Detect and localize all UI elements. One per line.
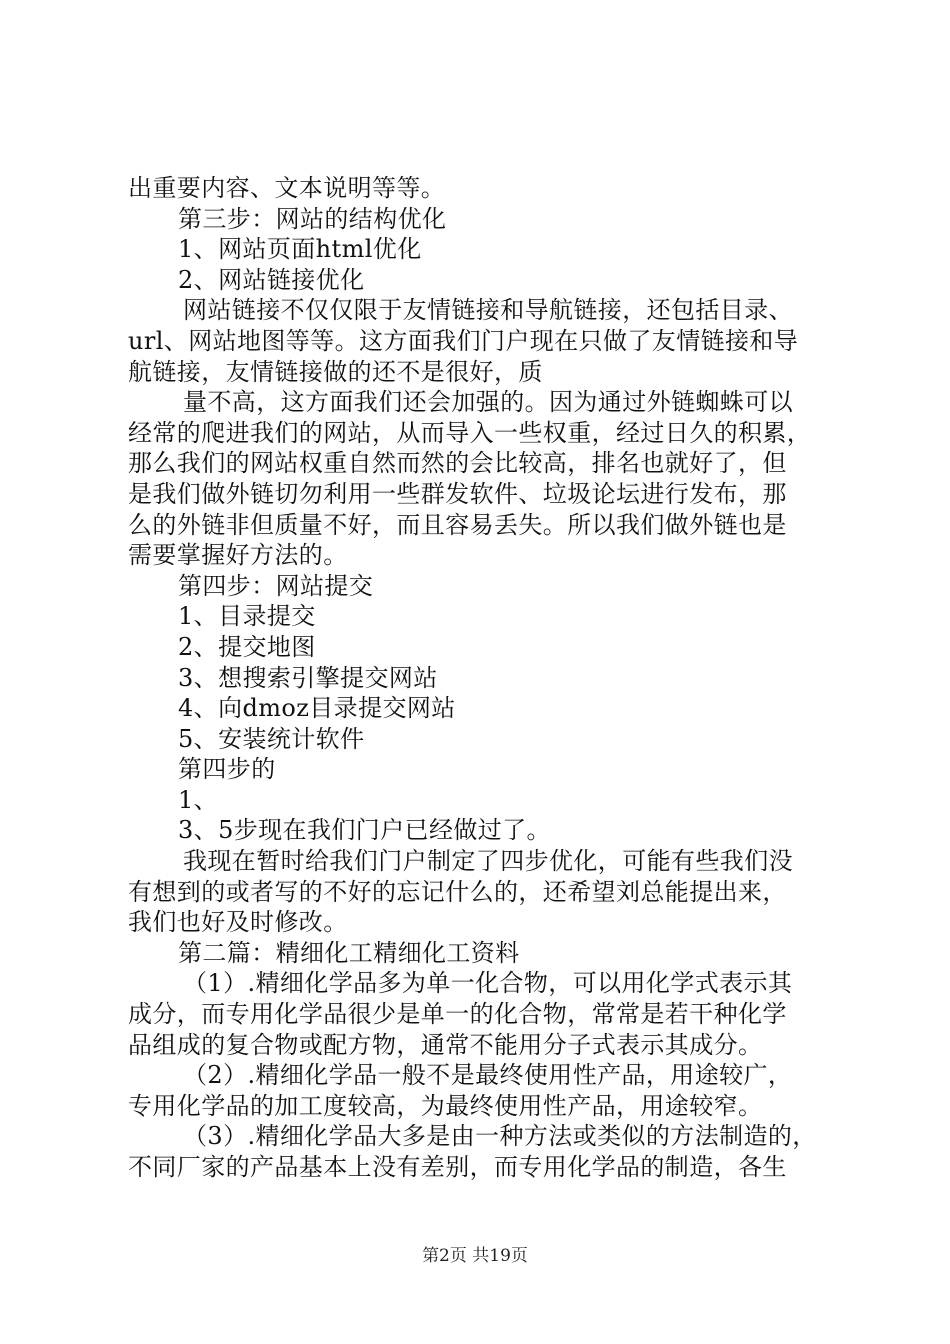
page-number: 第2页 共19页 bbox=[422, 1246, 528, 1266]
text-line: 需要掌握好方法的。 bbox=[128, 541, 348, 570]
text-line: 经常的爬进我们的网站，从而导入一些权重，经过日久的积累， bbox=[128, 418, 812, 447]
text-line: 是我们做外链切勿利用一些群发软件、垃圾论坛进行发布，那 bbox=[128, 479, 787, 508]
text-line: 第四步的 bbox=[178, 755, 276, 784]
text-line: 航链接，友情链接做的还不是很好，质 bbox=[128, 357, 543, 386]
text-line: 我们也好及时修改。 bbox=[128, 908, 348, 937]
text-line: 5、安装统计软件 bbox=[178, 724, 365, 753]
text-line: 第二篇：精细化工精细化工资料 bbox=[178, 938, 520, 967]
text-line: 2、提交地图 bbox=[178, 632, 316, 661]
text-line: 出重要内容、文本说明等等。 bbox=[128, 174, 446, 202]
text-line: 不同厂家的产品基本上没有差别，而专用化学品的制造，各生 bbox=[128, 1153, 787, 1181]
text-line: （3）.精细化学品大多是由一种方法或类似的方法制造的， bbox=[183, 1122, 817, 1151]
text-line: 品组成的复合物或配方物，通常不能用分子式表示其成分。 bbox=[128, 1030, 763, 1059]
text-line: 3、想搜索引擎提交网站 bbox=[178, 663, 438, 692]
text-line: （1）.精细化学品多为单一化合物，可以用化学式表示其 bbox=[183, 969, 793, 998]
text-line: 第四步：网站提交 bbox=[178, 571, 374, 600]
text-line: 第三步：网站的结构优化 bbox=[178, 204, 447, 233]
text-line: 1、网站页面html优化 bbox=[178, 235, 422, 264]
text-line: url、网站地图等等。这方面我们门户现在只做了友情链接和导 bbox=[128, 326, 799, 355]
text-line: 量不高，这方面我们还会加强的。因为通过外链蜘蛛可以 bbox=[183, 388, 793, 417]
text-line: 成分，而专用化学品很少是单一的化合物，常常是若干种化学 bbox=[128, 1000, 787, 1029]
document-body bbox=[128, 173, 858, 1183]
text-line: 那么我们的网站权重自然而然的会比较高，排名也就好了，但 bbox=[128, 449, 787, 478]
text-line: 专用化学品的加工度较高，为最终使用性产品，用途较窄。 bbox=[128, 1091, 763, 1120]
text-line: 2、网站链接优化 bbox=[178, 265, 365, 294]
text-line: 1、目录提交 bbox=[178, 602, 316, 631]
page-footer bbox=[0, 1246, 950, 1266]
text-line: 我现在暂时给我们门户制定了四步优化，可能有些我们没 bbox=[183, 847, 793, 876]
text-line: 网站链接不仅仅限于友情链接和导航链接，还包括目录、 bbox=[183, 296, 793, 325]
text-line: 么的外链非但质量不好，而且容易丢失。所以我们做外链也是 bbox=[128, 510, 787, 539]
text-line: 3、5步现在我们门户已经做过了。 bbox=[178, 816, 551, 845]
text-line: 有想到的或者写的不好的忘记什么的，还希望刘总能提出来， bbox=[128, 877, 787, 906]
text-line: （2）.精细化学品一般不是最终使用性产品，用途较广， bbox=[183, 1061, 793, 1090]
text-line: 4、向dmoz目录提交网站 bbox=[178, 694, 456, 723]
text-line: 1、 bbox=[178, 785, 219, 814]
